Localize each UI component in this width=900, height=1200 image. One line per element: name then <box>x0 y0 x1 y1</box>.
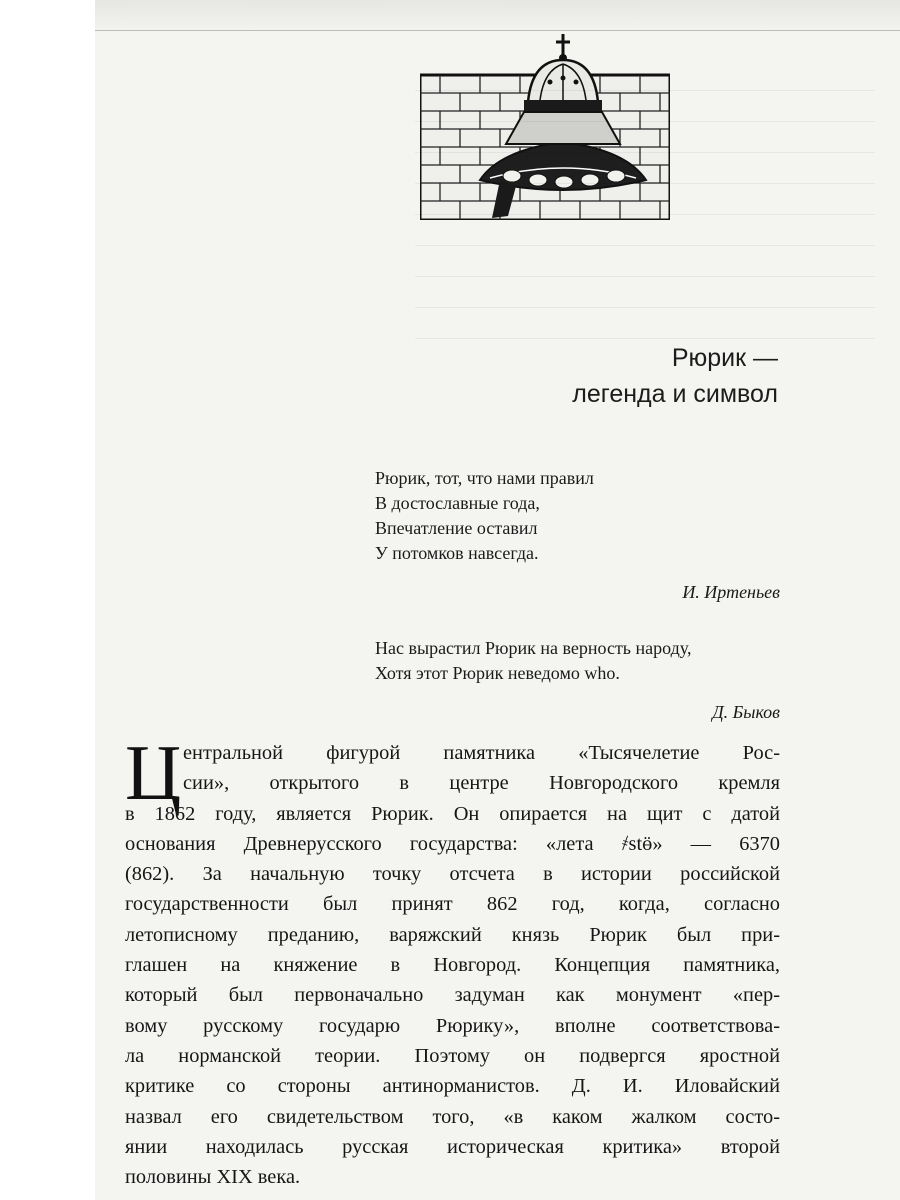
epigraph-bykov <box>375 636 780 725</box>
epigraph-line: Нас вырастил Рюрик на верность народу, <box>375 638 692 658</box>
paragraph-line: назвал его свидетельством того, «в каком жалком состо- <box>125 1105 780 1128</box>
paragraph-line: который был первоначально задуман как монумент «пер- <box>125 984 780 1007</box>
epigraph-irtenyev <box>375 466 780 605</box>
paragraph-line: янии находилась русская историческая критика» второй <box>125 1135 780 1158</box>
chapter-title <box>572 340 778 412</box>
paragraph-line: половины XIX века. <box>125 1166 301 1189</box>
paragraph-line: сии», открытого в центре Новгородского кремля <box>183 772 780 795</box>
paragraph-line: государственности был принят 862 год, когда, согласно <box>125 893 780 916</box>
paragraph-line: вому русскому государю Рюрику», вполне соответствова- <box>125 1014 780 1037</box>
paragraph-line: критике со стороны антинорманистов. Д. И. Иловайский <box>125 1075 780 1098</box>
epigraph-line: У потомков навсегда. <box>375 543 539 563</box>
epigraph-author: Д. Быков <box>712 702 780 722</box>
body-paragraph <box>125 729 780 1192</box>
paragraph-line: ла норманской теории. Поэтому он подвергся яростной <box>125 1044 780 1067</box>
paragraph-line: глашен на княжение в Новгород. Концепция памятника, <box>125 954 780 977</box>
paragraph-line: (862). За начальную точку отсчета в истории российской <box>125 863 780 886</box>
drop-cap: Ц <box>125 729 182 816</box>
paragraph-line: в 1862 году, является Рюрик. Он опирается на щит с датой <box>125 802 780 825</box>
paragraph-line: основания Древнерусского государства: «лета ҂stӫ» — 6370 <box>125 832 780 855</box>
chapter-title-line-1: Рюрик — <box>671 344 778 372</box>
paragraph-line: летописному преданию, варяжский князь Рюрик был при- <box>125 923 780 946</box>
epigraph-line: В достославные года, <box>375 493 540 513</box>
show-through-texture <box>415 60 875 339</box>
epigraph-line: Рюрик, тот, что нами правил <box>375 468 594 488</box>
chapter-title-line-2: легенда и символ <box>572 380 778 408</box>
epigraph-line: Впечатление оставил <box>375 518 538 538</box>
epigraph-author: И. Иртеньев <box>682 582 780 602</box>
epigraph-line: Хотя этот Рюрик неведомо who. <box>375 663 620 683</box>
paragraph-line: ентральной фигурой памятника «Тысячелетие Рос- <box>183 742 780 764</box>
page-header-strip <box>95 0 900 31</box>
